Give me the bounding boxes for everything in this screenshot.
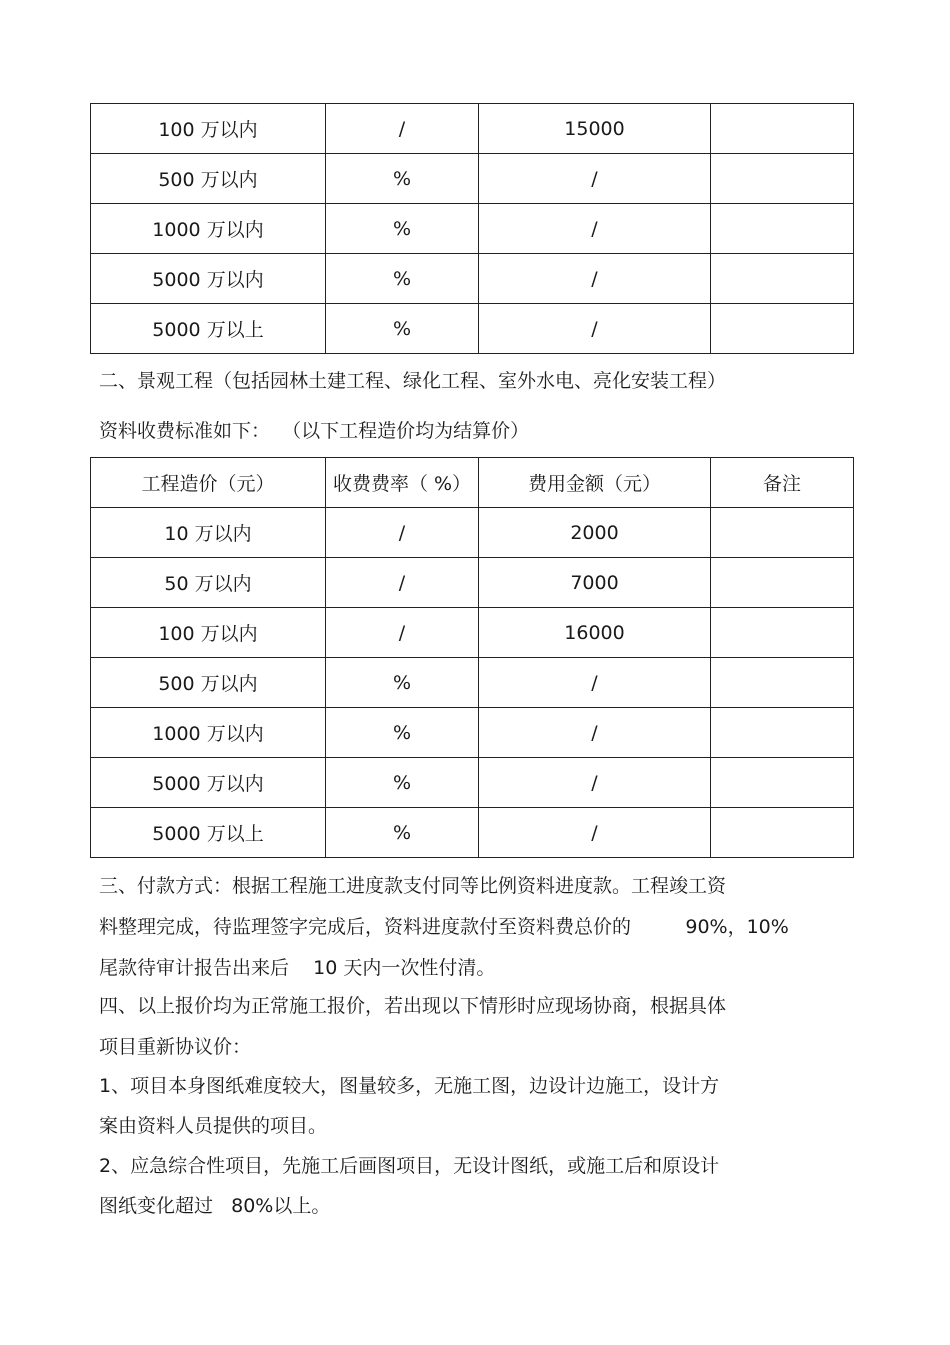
paragraph-line: 三、付款方式：根据工程施工进度款支付同等比例资料进度款。工程竣工资 — [99, 875, 727, 897]
table-cell: 1000 万以内 — [91, 708, 326, 758]
fee-table-2 — [90, 457, 854, 858]
table-cell: 5000 万以上 — [91, 304, 326, 354]
fee-table-1 — [90, 103, 854, 354]
table-cell — [711, 758, 854, 808]
column-header: 工程造价（元） — [91, 458, 326, 508]
table-cell: % — [326, 204, 479, 254]
table-row — [91, 204, 854, 254]
paragraph-line: 四、以上报价均为正常施工报价，若出现以下情形时应现场协商，根据具体 — [99, 995, 727, 1017]
table-cell: % — [326, 658, 479, 708]
column-header: 备注 — [711, 458, 854, 508]
table-cell — [711, 808, 854, 858]
table-cell: / — [326, 608, 479, 658]
table-cell: / — [479, 808, 711, 858]
table-cell: % — [326, 808, 479, 858]
paragraph-line: 案由资料人员提供的项目。 — [99, 1115, 328, 1137]
table-cell: % — [326, 758, 479, 808]
table-cell — [711, 558, 854, 608]
table-row — [91, 708, 854, 758]
paragraph-line: 1、项目本身图纸难度较大，图量较多，无施工图，边设计边施工，设计方 — [99, 1075, 720, 1097]
table-row — [91, 658, 854, 708]
table-cell: % — [326, 304, 479, 354]
table-row — [91, 608, 854, 658]
table-cell: 5000 万以上 — [91, 808, 326, 858]
table-cell: 500 万以内 — [91, 154, 326, 204]
table-cell — [711, 204, 854, 254]
table-row — [91, 254, 854, 304]
table-cell: 7000 — [479, 558, 711, 608]
table-cell: 5000 万以内 — [91, 254, 326, 304]
table-cell — [711, 708, 854, 758]
table-cell: 5000 万以内 — [91, 758, 326, 808]
table-cell: % — [326, 708, 479, 758]
table-cell — [711, 154, 854, 204]
table-cell: 2000 — [479, 508, 711, 558]
table-cell — [711, 658, 854, 708]
table-cell — [711, 508, 854, 558]
table-cell: 500 万以内 — [91, 658, 326, 708]
column-header: 收费费率（ %） — [326, 458, 479, 508]
table-cell: % — [326, 154, 479, 204]
table-cell: 15000 — [479, 104, 711, 154]
table-cell: / — [326, 104, 479, 154]
table-row — [91, 154, 854, 204]
table-cell: 50 万以内 — [91, 558, 326, 608]
table-cell: % — [326, 254, 479, 304]
section-2-heading: 二、景观工程（包括园林土建工程、绿化工程、室外水电、亮化安装工程） — [99, 370, 727, 392]
table-row — [91, 808, 854, 858]
table-row — [91, 104, 854, 154]
table-cell: / — [479, 658, 711, 708]
table-cell: / — [479, 304, 711, 354]
table-cell — [711, 304, 854, 354]
paragraph-line: 项目重新协议价： — [99, 1036, 252, 1058]
column-header: 费用金额（元） — [479, 458, 711, 508]
table-row — [91, 758, 854, 808]
table-cell: / — [326, 508, 479, 558]
paragraph-line: 料整理完成，待监理签字完成后，资料进度款付至资料费总价的 90%，10% — [99, 916, 789, 938]
table-row — [91, 304, 854, 354]
section-2-subheading: 资料收费标准如下： （以下工程造价均为结算价） — [99, 420, 530, 442]
table-cell: / — [479, 758, 711, 808]
table-cell: / — [479, 204, 711, 254]
table-cell: 1000 万以内 — [91, 204, 326, 254]
table-cell: / — [479, 154, 711, 204]
table-header-row — [91, 458, 854, 508]
paragraph-line: 尾款待审计报告出来后 10 天内一次性付清。 — [99, 957, 496, 979]
table-cell — [711, 254, 854, 304]
table-cell: / — [479, 708, 711, 758]
table-cell: / — [326, 558, 479, 608]
table-cell: 100 万以内 — [91, 104, 326, 154]
table-cell: 100 万以内 — [91, 608, 326, 658]
table-cell — [711, 104, 854, 154]
table-row — [91, 558, 854, 608]
table-cell — [711, 608, 854, 658]
table-cell: 16000 — [479, 608, 711, 658]
paragraph-line: 图纸变化超过 80%以上。 — [99, 1195, 331, 1217]
table-cell: / — [479, 254, 711, 304]
table-row — [91, 508, 854, 558]
paragraph-line: 2、应急综合性项目，先施工后画图项目，无设计图纸，或施工后和原设计 — [99, 1155, 720, 1177]
table-cell: 10 万以内 — [91, 508, 326, 558]
